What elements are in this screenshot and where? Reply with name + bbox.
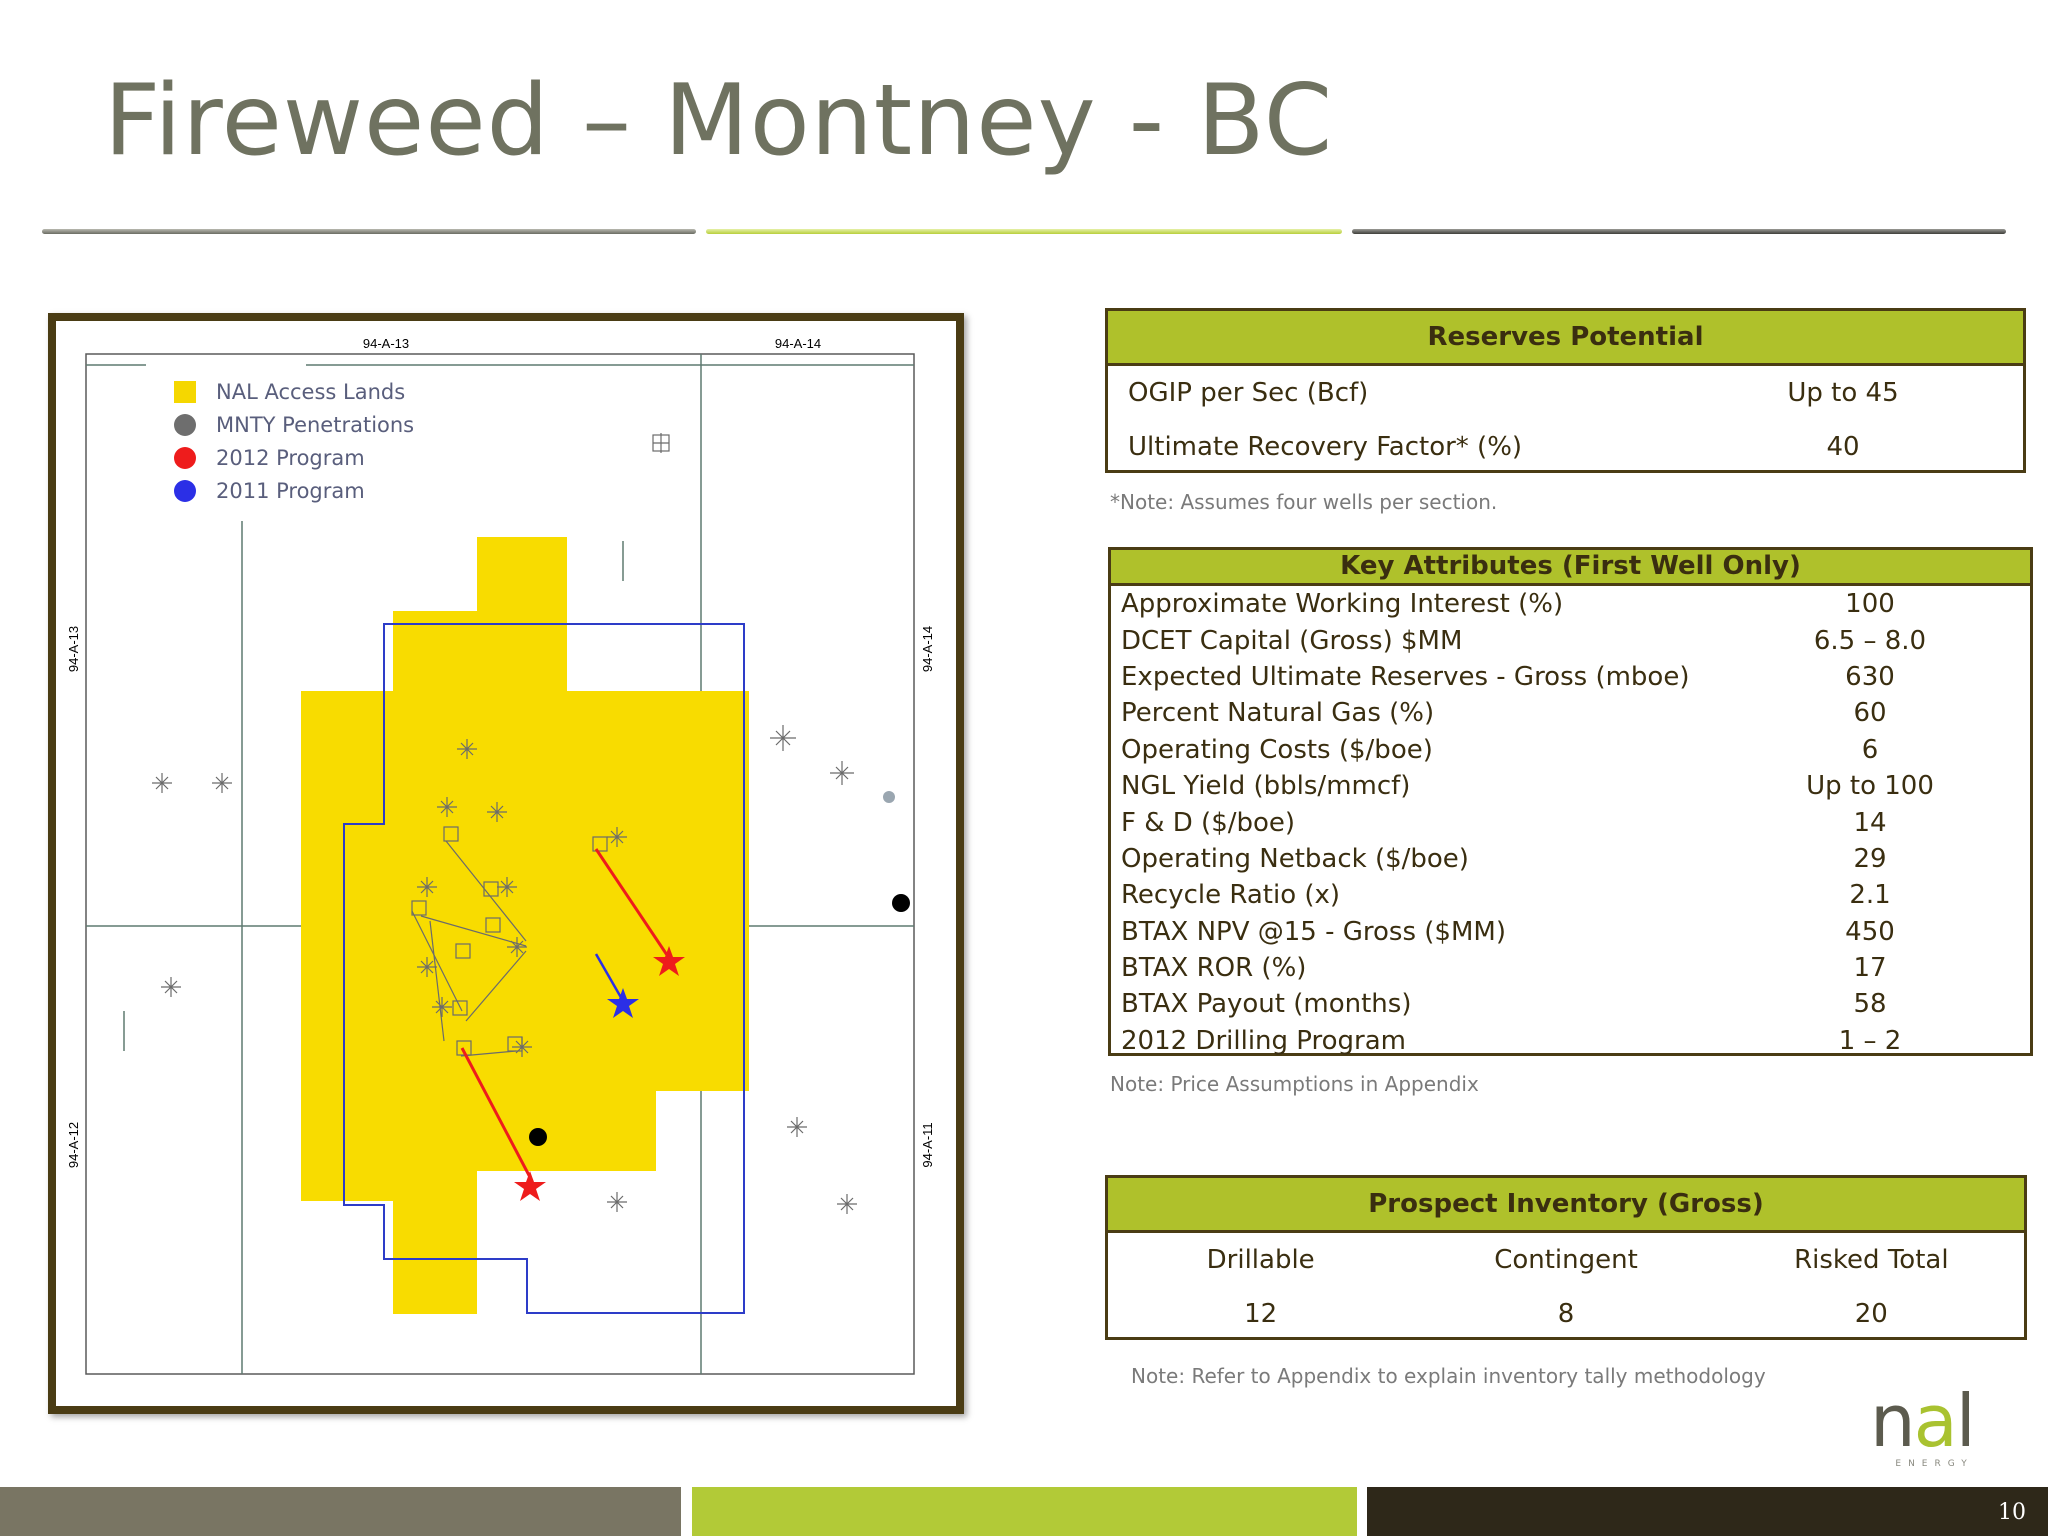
legend-label: MNTY Penetrations: [216, 412, 415, 437]
column-label: Drillable: [1206, 1245, 1315, 1275]
row-value: 1 – 2: [1838, 1025, 1902, 1056]
nal-access-lands-extra: [477, 1091, 656, 1171]
logo-letter-n: n: [1870, 1379, 1914, 1463]
legend-item: [174, 375, 414, 408]
row-value: 450: [1845, 916, 1895, 947]
logo-subtitle: ENERGY: [1895, 1459, 1974, 1469]
row-label: F & D ($/boe): [1121, 807, 1296, 838]
inventory-column: [1413, 1233, 1718, 1341]
row-value: 60: [1853, 698, 1887, 729]
table-row: [1111, 659, 2030, 695]
column-label: Risked Total: [1794, 1245, 1949, 1275]
grid-label-top-left: 94-A-13: [362, 336, 410, 351]
footer-bar-left: [0, 1487, 681, 1536]
row-value: 40: [1826, 432, 1860, 462]
row-value: 58: [1853, 989, 1887, 1020]
row-value: 6.5 – 8.0: [1813, 625, 1927, 656]
row-value: 2.1: [1849, 880, 1891, 911]
legend-item: [174, 408, 414, 441]
table-row: [1111, 695, 2030, 731]
legend-item: [174, 474, 414, 507]
row-label: BTAX NPV @15 - Gross ($MM): [1121, 916, 1506, 947]
table-row: [1111, 877, 2030, 913]
divider-center: [706, 229, 1342, 234]
row-label: Expected Ultimate Reserves - Gross (mboe): [1121, 661, 1690, 692]
row-value: 14: [1853, 807, 1887, 838]
column-label: Contingent: [1494, 1245, 1638, 1275]
table-row: [1111, 586, 2030, 622]
row-value: 29: [1853, 843, 1887, 874]
reserves-header: Reserves Potential: [1108, 311, 2023, 366]
row-label: 2012 Drilling Program: [1121, 1025, 1406, 1056]
table-row: [1111, 804, 2030, 840]
table-row: [1111, 841, 2030, 877]
nal-energy-logo: [1870, 1379, 1974, 1469]
table-row: [1111, 1023, 2030, 1059]
row-label: OGIP per Sec (Bcf): [1128, 378, 1369, 408]
grid-label-top-right: 94-A-14: [774, 336, 822, 351]
table-row: [1111, 768, 2030, 804]
attributes-note: Note: Price Assumptions in Appendix: [1110, 1072, 1479, 1096]
inventory-column: [1719, 1233, 2024, 1341]
column-value: 8: [1557, 1299, 1575, 1329]
row-label: BTAX ROR (%): [1121, 953, 1307, 984]
row-value: 630: [1845, 661, 1895, 692]
program-2012-swatch: [174, 447, 196, 469]
legend-item: [174, 441, 414, 474]
row-label: Recycle Ratio (x): [1121, 880, 1341, 911]
prospect-inventory-table: [1105, 1175, 2027, 1340]
row-value: 6: [1861, 734, 1879, 765]
mnty-penetrations-swatch: [174, 414, 196, 436]
well-point: [892, 894, 910, 912]
table-row: [1111, 986, 2030, 1022]
column-value: 12: [1244, 1299, 1278, 1329]
legend-label: NAL Access Lands: [216, 379, 406, 404]
footer-bar-center: [692, 1487, 1357, 1536]
row-label: Operating Netback ($/boe): [1121, 843, 1469, 874]
row-label: Approximate Working Interest (%): [1121, 589, 1564, 620]
inventory-note: Note: Refer to Appendix to explain inventory tally methodology: [1131, 1364, 1766, 1388]
reserves-note: *Note: Assumes four wells per section.: [1110, 490, 1498, 514]
grid-label-left-top: 94-A-13: [66, 625, 81, 673]
inventory-column: [1108, 1233, 1413, 1341]
table-row: [1111, 732, 2030, 768]
table-row: [1111, 950, 2030, 986]
program-2011-swatch: [174, 480, 196, 502]
inventory-header: Prospect Inventory (Gross): [1108, 1178, 2024, 1233]
grid-label-left-bottom: 94-A-12: [66, 1121, 81, 1169]
table-row: [1108, 366, 2023, 420]
grid-label-right-top: 94-A-14: [920, 625, 935, 673]
reserves-table: [1105, 308, 2026, 473]
row-label: Ultimate Recovery Factor* (%): [1128, 432, 1523, 462]
row-value: Up to 100: [1806, 771, 1934, 802]
well-point: [529, 1128, 547, 1146]
row-label: BTAX Payout (months): [1121, 989, 1412, 1020]
page-title: Fireweed – Montney - BC: [104, 64, 1334, 178]
page-number: 10: [1998, 1500, 2026, 1525]
legend-label: 2012 Program: [216, 445, 365, 470]
key-attributes-table: [1108, 547, 2033, 1056]
footer-bar-right: [1367, 1487, 2048, 1536]
attributes-header: Key Attributes (First Well Only): [1111, 550, 2030, 586]
row-label: NGL Yield (bbls/mmcf): [1121, 771, 1411, 802]
column-value: 20: [1854, 1299, 1888, 1329]
row-label: Percent Natural Gas (%): [1121, 698, 1435, 729]
land-map: [48, 313, 964, 1414]
row-value: 100: [1845, 589, 1895, 620]
divider-right: [1352, 229, 2006, 234]
map-legend: [174, 375, 414, 507]
nal-access-lands-swatch: [174, 381, 196, 403]
program-2012-star: [514, 1171, 546, 1201]
table-row: [1108, 420, 2023, 474]
row-label: Operating Costs ($/boe): [1121, 734, 1433, 765]
inventory-grid: [1108, 1233, 2024, 1341]
row-value: Up to 45: [1787, 378, 1899, 408]
row-label: DCET Capital (Gross) $MM: [1121, 625, 1463, 656]
logo-wordmark: [1870, 1379, 1974, 1463]
logo-letter-l: l: [1955, 1379, 1974, 1463]
table-row: [1111, 622, 2030, 658]
well-point: [883, 791, 895, 803]
logo-letter-a: a: [1913, 1379, 1956, 1463]
grid-label-right-bottom: 94-A-11: [920, 1122, 935, 1168]
legend-label: 2011 Program: [216, 478, 365, 503]
table-row: [1111, 914, 2030, 950]
divider-left: [42, 229, 696, 234]
row-value: 17: [1853, 953, 1887, 984]
